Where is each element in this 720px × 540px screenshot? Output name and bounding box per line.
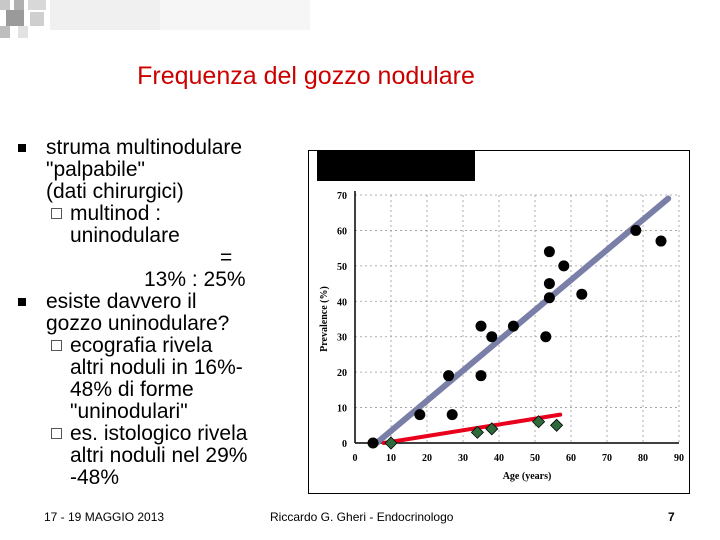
decorative-squares xyxy=(0,0,720,40)
page-number: 7 xyxy=(668,510,675,524)
sub-bullet-text: altri noduli nel 29% xyxy=(70,444,248,467)
y-tick-label: 40 xyxy=(337,297,347,309)
sub-bullet-text: = xyxy=(220,246,233,269)
sub-bullet-item xyxy=(14,423,299,489)
y-tick-label: 50 xyxy=(337,261,347,273)
x-tick-label: 90 xyxy=(674,453,684,464)
bullet-text: struma multinodulare xyxy=(46,136,243,159)
bullet-item xyxy=(14,291,299,335)
x-axis-label: Age (years) xyxy=(502,471,552,482)
sub-bullet-text: es. istologico rivela xyxy=(70,422,248,445)
y-tick-label: 30 xyxy=(337,332,347,344)
sub-bullet-item xyxy=(14,203,299,291)
bullet-item xyxy=(14,137,299,203)
x-tick-label: 0 xyxy=(352,453,358,464)
sub-bullet-text: -48% xyxy=(70,466,120,489)
bullet-square-icon xyxy=(18,144,26,152)
data-point-circle xyxy=(476,370,487,381)
chart-panel xyxy=(308,150,690,494)
data-point-circle xyxy=(443,370,454,381)
prevalence-scatter-chart xyxy=(309,151,689,493)
trend-line-red xyxy=(384,415,560,443)
redacted-header-box xyxy=(317,151,475,181)
data-point-circle xyxy=(414,409,425,420)
data-point-diamond xyxy=(385,437,397,449)
x-tick-label: 40 xyxy=(494,453,504,464)
sub-bullet-text: 48% di forme xyxy=(70,378,194,401)
data-point-circle xyxy=(544,278,555,289)
data-point-circle xyxy=(630,225,641,236)
x-tick-label: 20 xyxy=(422,453,432,464)
data-point-circle xyxy=(476,321,487,332)
bullet-list xyxy=(14,137,299,489)
data-point-circle xyxy=(486,331,497,342)
y-tick-label: 0 xyxy=(342,439,347,450)
x-tick-label: 70 xyxy=(602,453,612,464)
sub-bullet-text: "uninodulari" xyxy=(70,400,188,423)
sub-bullet-box-icon xyxy=(51,208,62,219)
trend-line-gray xyxy=(377,199,669,443)
x-tick-label: 30 xyxy=(458,453,468,464)
y-tick-label: 10 xyxy=(337,403,347,415)
sub-bullet-box-icon xyxy=(51,340,62,351)
sub-bullet-item xyxy=(14,335,299,423)
sub-bullet-box-icon xyxy=(51,428,62,439)
y-tick-label: 20 xyxy=(337,368,347,380)
sub-bullet-text: ecografia rivela xyxy=(70,334,213,357)
data-point-circle xyxy=(544,292,555,303)
data-point-circle xyxy=(508,321,519,332)
bullet-text: esiste davvero il xyxy=(46,290,197,313)
data-point-diamond xyxy=(551,419,563,431)
data-point-circle xyxy=(558,260,569,271)
x-tick-label: 50 xyxy=(530,453,540,464)
slide-title: Frequenza del gozzo nodulare xyxy=(137,62,475,90)
sub-bullet-text: 13% : 25% xyxy=(144,268,246,291)
sub-bullet-text: altri noduli in 16%- xyxy=(70,356,243,379)
y-tick-label: 60 xyxy=(337,226,347,238)
x-tick-label: 60 xyxy=(566,453,576,464)
footer-author: Riccardo G. Gheri - Endocrinologo xyxy=(270,510,454,524)
data-point-circle xyxy=(656,236,667,247)
data-point-circle xyxy=(544,246,555,257)
data-point-circle xyxy=(576,289,587,300)
y-tick-label: 70 xyxy=(337,191,347,202)
sub-bullet-text: uninodulare xyxy=(70,224,180,247)
bullet-square-icon xyxy=(18,298,26,306)
bullet-text: "palpabile" xyxy=(46,158,145,181)
data-point-circle xyxy=(368,438,379,449)
y-axis-label: Prevalence (%) xyxy=(319,286,330,352)
sub-bullet-text: multinod : xyxy=(70,202,162,225)
x-tick-label: 10 xyxy=(386,453,396,464)
footer-date: 17 - 19 MAGGIO 2013 xyxy=(44,510,165,524)
bullet-text: gozzo uninodulare? xyxy=(46,312,230,335)
data-point-circle xyxy=(540,331,551,342)
x-tick-label: 80 xyxy=(638,453,648,464)
bullet-text: (dati chirurgici) xyxy=(46,180,184,203)
data-point-circle xyxy=(447,409,458,420)
